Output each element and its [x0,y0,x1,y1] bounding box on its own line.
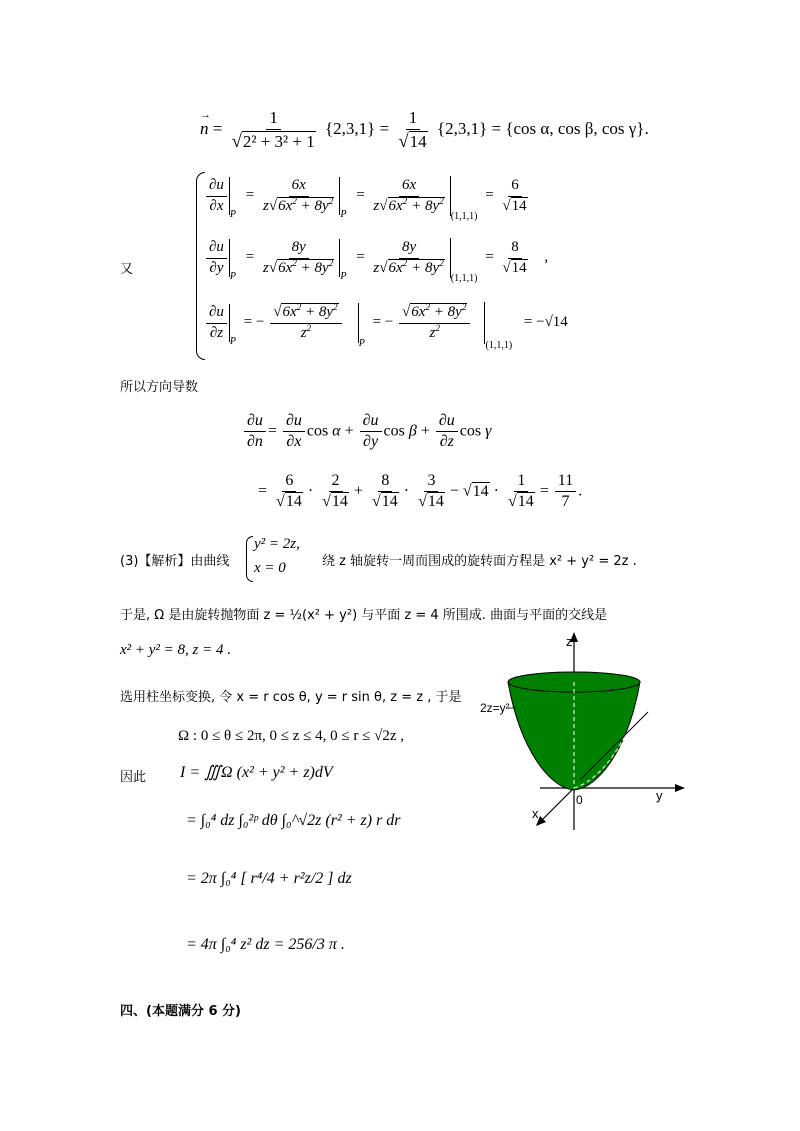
partial-row-x: $\frac{\partial u}{\partial x}$ $_P$ = $\frac{6x}{z√6x^2 + 8y^2}$ $_P$ = $\frac{6x}{z√6x^2 + 8y^2}$ $_{(1,1,1)}$ = $\frac{6}{√14}$ [204,176,533,216]
directional-intro: 所以方向导数 [120,380,199,395]
intersection-line: x² + y² = 8, z = 4 . [120,642,232,658]
curve-label: 2z=y² [480,701,510,715]
therefore-label: 因此 [120,770,147,785]
unit-frac-2: $\frac{1}{√14}$ [398,108,427,152]
part3-text: 绕 z 轴旋转一周而围成的旋转面方程是 x² + y² = 2z . [322,554,637,569]
origin-label: 0 [576,793,583,807]
omega-description: 于是, Ω 是由旋转抛物面 z = ½(x² + y²) 与平面 z = 4 所围成. 曲面与平面的交线是 [120,608,608,623]
z-axis-label: z [566,634,573,649]
part3-tag: (3)【解析】由曲线 [120,554,230,569]
integral-line-2: = ∫₀⁴ dz ∫₀²ᵖ dθ ∫₀^√2z (r² + z) r dr [186,812,401,829]
cylindrical-intro: 选用柱坐标变换, 令 x = r cos θ, y = r sin θ, z = z , 于是 [120,690,462,705]
section-four-heading: 四、(本题满分 6 分) [120,1004,241,1019]
directional-result: = $\frac{6}{√14}$ · $\frac{2}{√14}$ + $\frac{8}{√14}$ · $\frac{3}{√14}$ − √14 · $\frac{1}{√14}$ = $\frac{11}{7}$ . [258,472,583,511]
unit-vector-equation: → n = $\frac{1}{\text{√2² + 3² + 1}}$ {2,3,1} = $\frac{1}{√14}$ {2,3,1} = {cos α, cos β, cos γ}. [200,108,649,152]
integral-line-4: = 4π ∫₀⁴ z² dz = 256/3 π . [186,936,345,953]
n-vector: → n [200,108,211,138]
omega-range: Ω : 0 ≤ θ ≤ 2π, 0 ≤ z ≤ 4, 0 ≤ r ≤ √2z , [178,728,405,744]
you-label: 又 [120,262,134,277]
x-axis-line [540,788,574,822]
y-axis-label: y [656,788,663,803]
unit-frac: $\frac{1}{\text{√2² + 3² + 1}}$ [231,108,315,152]
part3-brace [246,536,253,582]
x-axis-label: x [532,806,539,821]
paraboloid-figure [480,630,690,840]
part3-sys1: y² = 2z, [254,536,300,552]
y-axis-arrow [675,784,685,792]
directional-formula: $\frac{\partial u}{\partial n}$ = $\frac{\partial u}{\partial x}$ cos α + $\frac{\partial u}{\partial y}$ cos β + $\frac{\partial u}{\partial z}$ cos γ [242,412,491,452]
part3-sys2: x = 0 [254,560,286,576]
integral-line-3: = 2π ∫₀⁴ [ r⁴/4 + r²z/2 ] dz [186,870,352,887]
partial-row-y: $\frac{\partial u}{\partial y}$ $_P$ = $\frac{8y}{z√6x^2 + 8y^2}$ $_P$ = $\frac{8y}{z√6x^2 + 8y^2}$ $_{(1,1,1)}$ = $\frac{8}{√14}$ , [204,238,548,278]
partial-row-z: $\frac{\partial u}{\partial z}$ $_P$ = − $\frac{√6x^2 + 8y^2}{z^2}$ $_P$ = − $\frac{√6x^2 + 8y^2}{z^2}$ $_{(1,1,1)}$ = −√14 [204,302,568,344]
integral-line-1: I = ∭Ω (x² + y² + z)dV [180,764,333,781]
